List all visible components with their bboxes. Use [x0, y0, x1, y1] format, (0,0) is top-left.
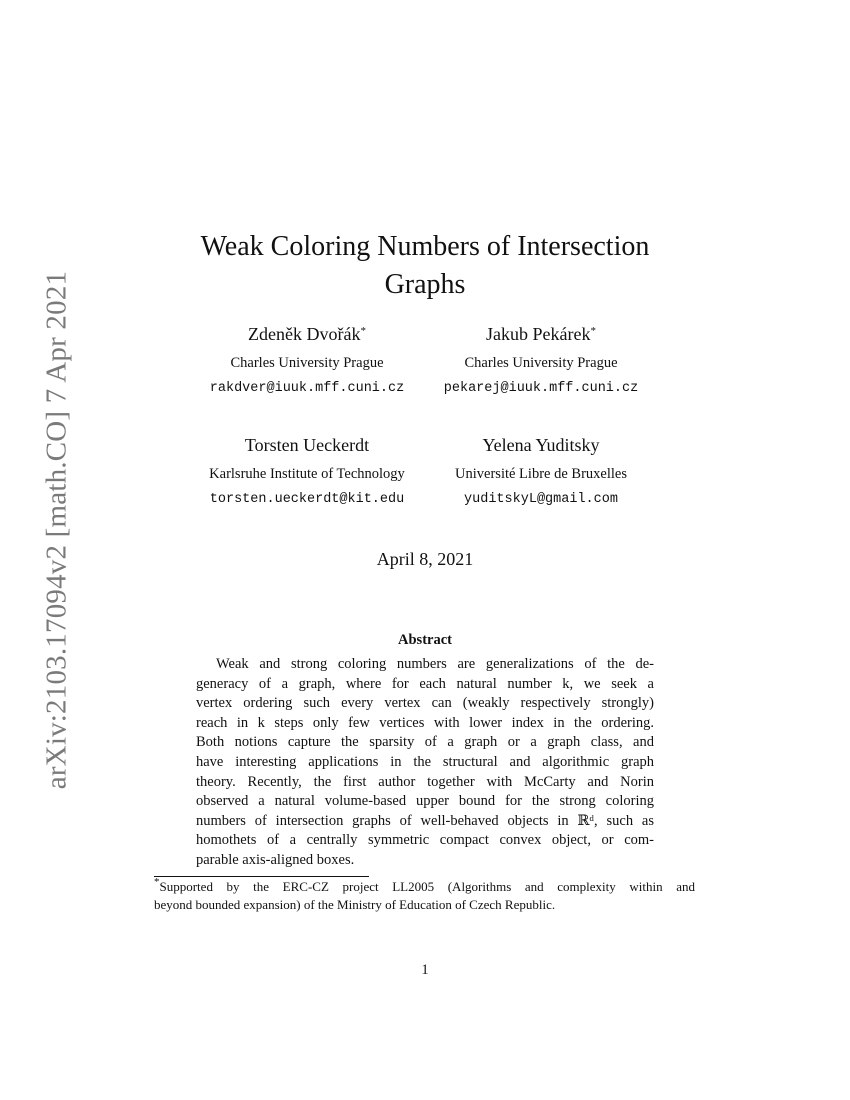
author-affiliation: Karlsruhe Institute of Technology — [209, 466, 405, 482]
arxiv-identifier-stamp: arXiv:2103.17094v2 [math.CO] 7 Apr 2021 — [40, 270, 73, 790]
author-affiliation: Charles University Prague — [230, 355, 384, 371]
author-email: rakdver@iuuk.mff.cuni.cz — [209, 381, 405, 396]
author-affiliation: Université Libre de Bruxelles — [455, 466, 627, 482]
author-email: yuditskyL@gmail.com — [464, 492, 618, 507]
abstract-line: homothets of a centrally symmetric compact convex object, or com- — [196, 832, 654, 849]
abstract-line: have interesting applications in the structural and algorithmic graph — [196, 753, 654, 770]
author-email: pekarej@iuuk.mff.cuni.cz — [443, 381, 639, 396]
footnote-marker: * — [154, 876, 160, 888]
abstract-line: Both notions capture the sparsity of a graph or a graph class, and — [196, 734, 654, 751]
publication-date: April 8, 2021 — [376, 549, 474, 569]
author-name: Yelena Yuditsky — [482, 435, 600, 455]
abstract-line: reach in k steps only few vertices with lower index in the ordering. — [196, 714, 654, 731]
paper-title-line-2: Graphs — [384, 269, 466, 300]
footnote-marker: * — [590, 325, 596, 337]
abstract-line: Weak and strong coloring numbers are generalizations of the de- — [216, 656, 654, 672]
abstract-line: theory. Recently, the first author together with McCarty and Norin — [196, 773, 654, 790]
abstract-line: numbers of intersection graphs of well-behaved objects in ℝᵈ, such as — [196, 812, 654, 829]
footnote-divider — [154, 876, 369, 877]
author-email: torsten.ueckerdt@kit.edu — [209, 492, 405, 507]
paper-title-line-1: Weak Coloring Numbers of Intersection — [200, 231, 650, 262]
abstract-line: observed a natural volume-based upper bound for the strong coloring — [196, 793, 654, 810]
author-name: Zdeněk Dvořák* — [248, 324, 366, 344]
author-affiliation: Charles University Prague — [464, 355, 618, 371]
abstract-body — [196, 655, 654, 871]
author-block — [391, 434, 691, 510]
paper-title — [0, 228, 850, 304]
footnote-marker: * — [360, 325, 366, 337]
abstract-heading: Abstract — [398, 632, 452, 648]
footnote-line: beyond bounded expansion) of the Ministry of Education of Czech Republic. — [154, 897, 556, 912]
abstract-line: generacy of a graph, where for each natural number k, we seek a — [196, 675, 654, 692]
author-block — [391, 323, 691, 399]
abstract-line: vertex ordering such every vertex can (weakly respectively strongly) — [196, 695, 654, 712]
abstract-line: parable axis-aligned boxes. — [196, 851, 355, 868]
footnote — [154, 878, 695, 914]
author-name: Torsten Ueckerdt — [244, 435, 370, 455]
page-number: 1 — [421, 962, 429, 978]
footnote-line: *Supported by the ERC-CZ project LL2005 (Algorithms and complexity within and — [154, 876, 695, 894]
author-name: Jakub Pekárek* — [486, 324, 596, 344]
